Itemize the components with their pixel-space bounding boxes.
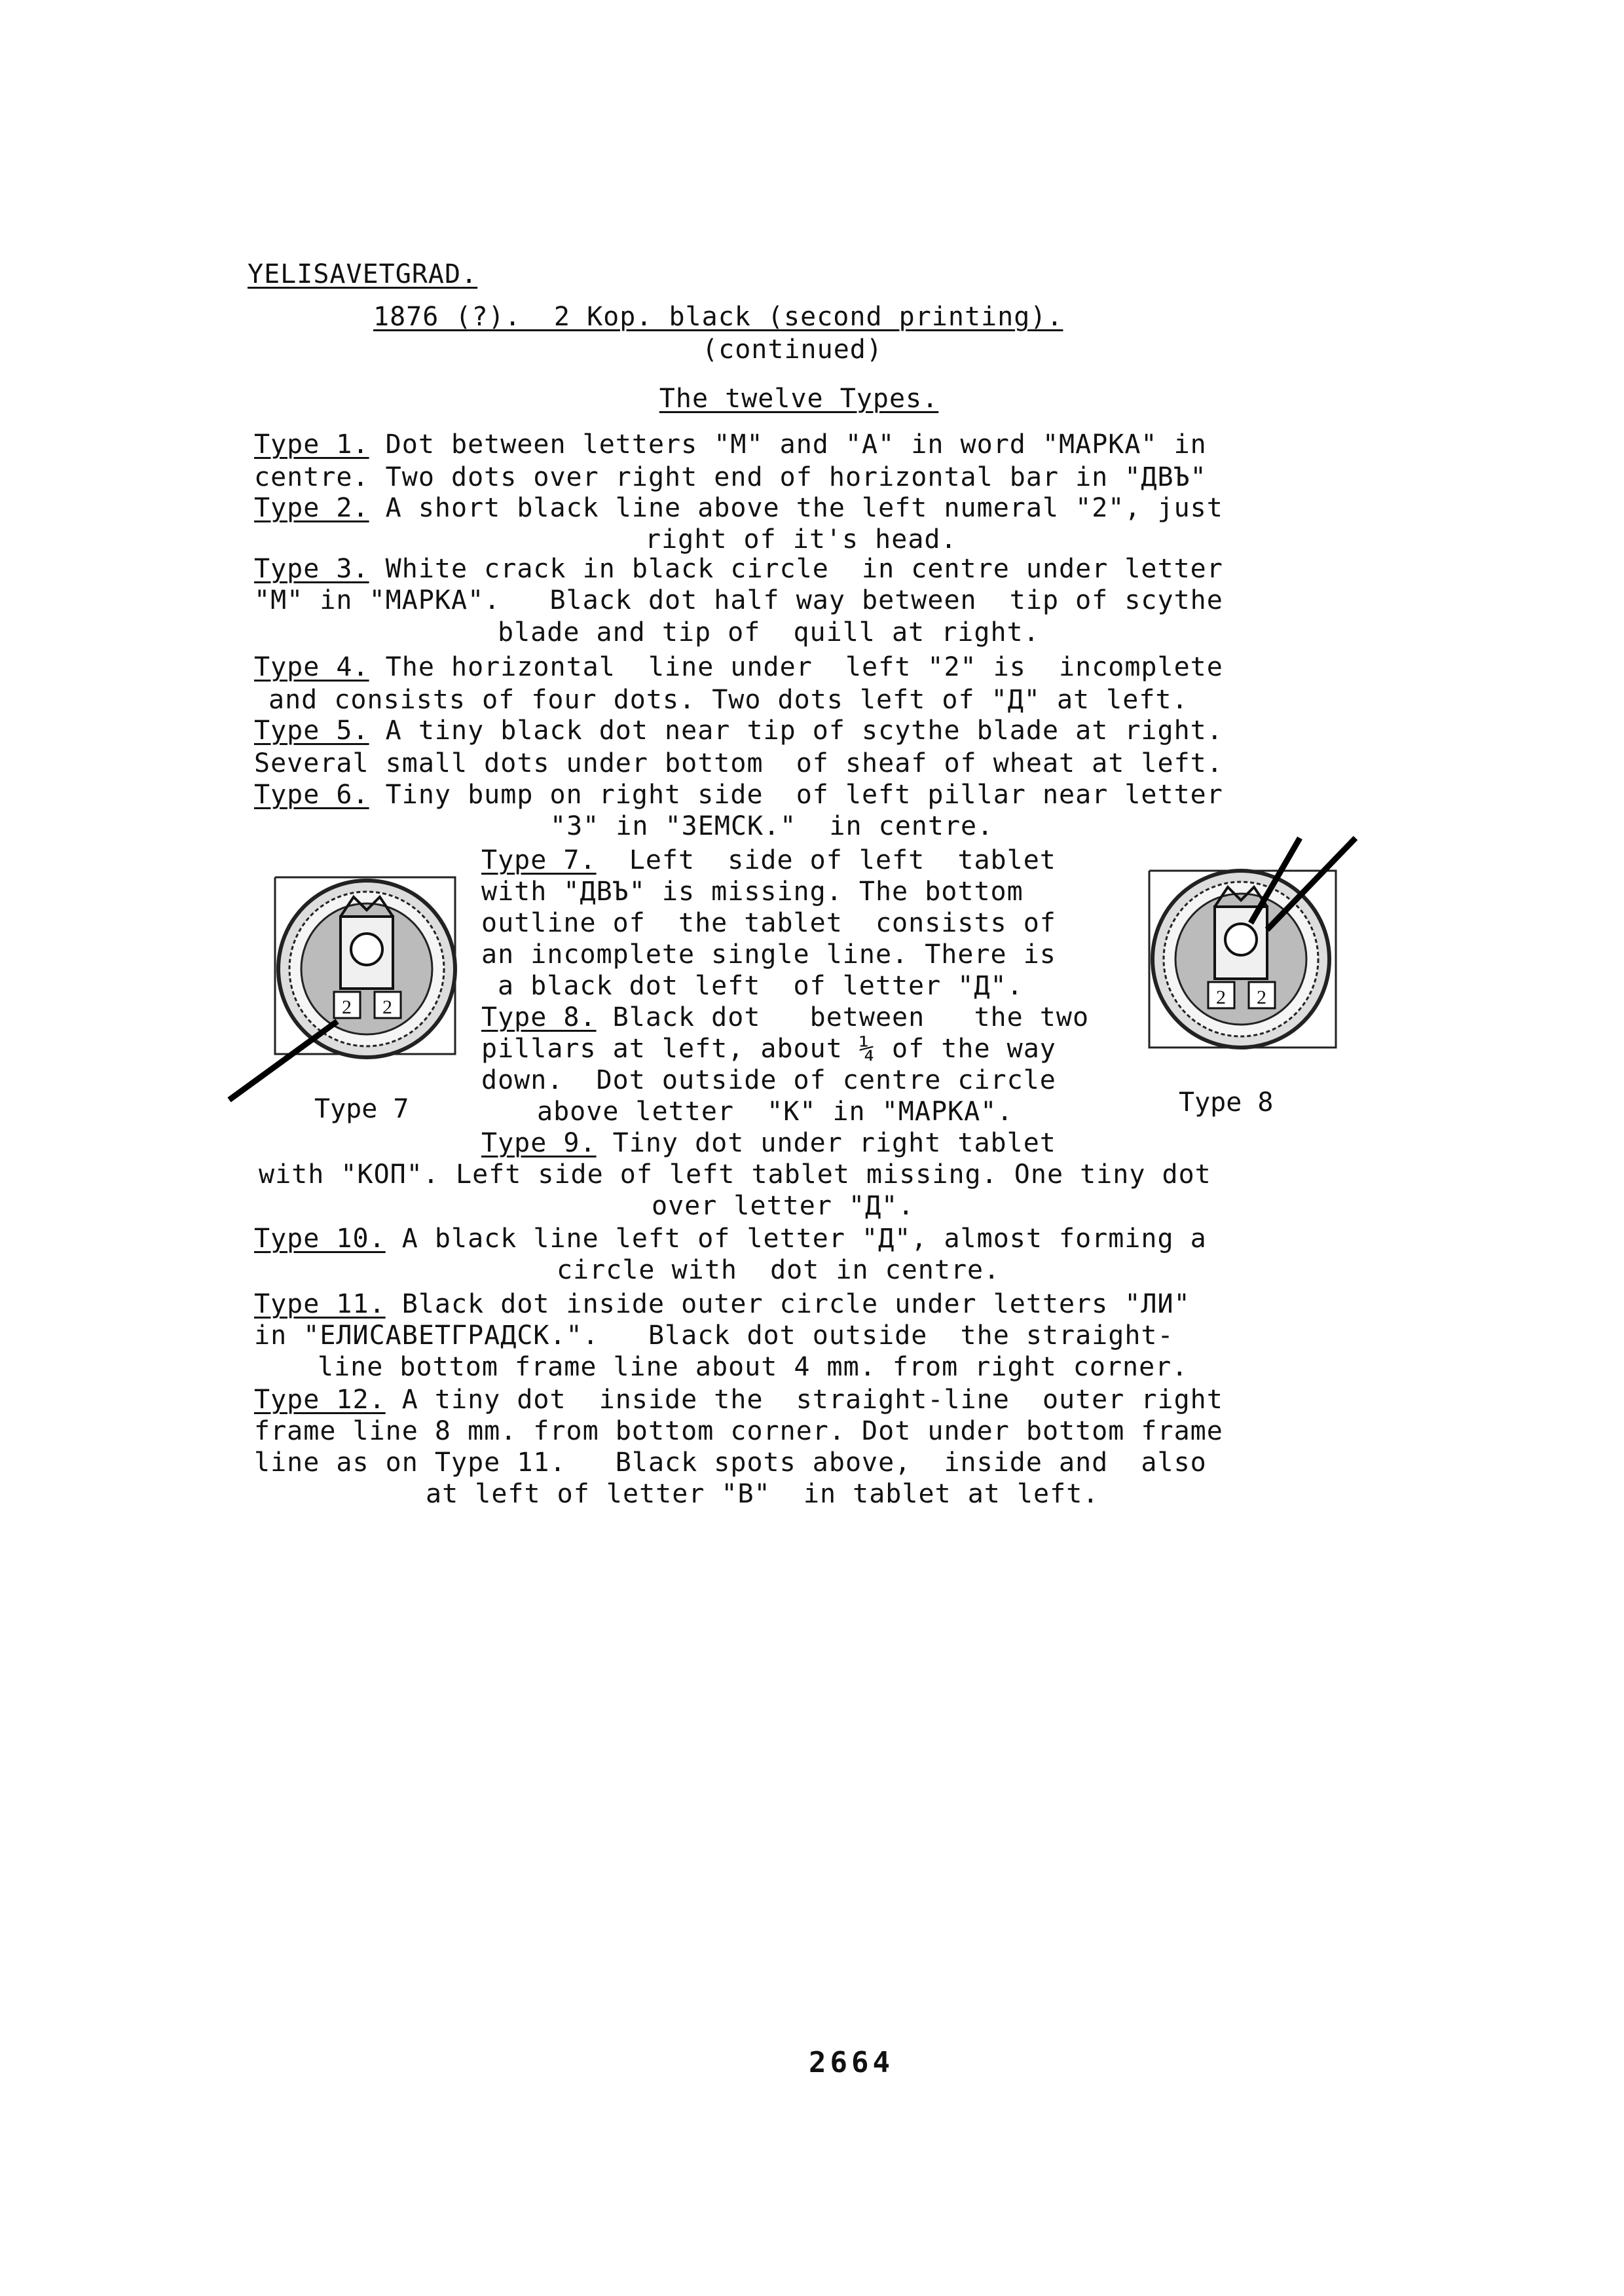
stamp-illustration-type-8 xyxy=(1139,831,1375,1074)
page-number: 2664 xyxy=(809,2046,894,2079)
type-10-line-1 xyxy=(254,1223,1207,1254)
type-7-label: Type 7. xyxy=(481,845,597,875)
type-3-label: Type 3. xyxy=(254,554,369,584)
type-12-line-1 xyxy=(254,1384,1223,1415)
type-9-line-2: with "KOП". Left side of left tablet missing. One tiny dot xyxy=(259,1159,1211,1190)
document-heading: YELISAVETGRAD. xyxy=(248,259,478,289)
stamp-left-tablet-numeral: 2 xyxy=(342,996,352,1018)
type-12-line-3: line as on Type 11. Black spots above, inside and also xyxy=(254,1448,1207,1478)
stamp-8-left-tablet-numeral: 2 xyxy=(1216,987,1226,1008)
continued-note: (continued) xyxy=(702,335,883,365)
type-3-line-3: blade and tip of quill at right. xyxy=(498,617,1040,647)
figure-caption-type-7: Type 7 xyxy=(314,1094,409,1124)
type-1-line-2: centre. Two dots over right end of horizontal bar in "ДВЪ" xyxy=(254,462,1207,492)
type-10-text-1: A black line left of letter "Д", almost forming a xyxy=(385,1224,1207,1254)
type-2-line-2: right of it's head. xyxy=(645,524,957,555)
type-5-label: Type 5. xyxy=(254,716,369,746)
type-8-label: Type 8. xyxy=(481,1002,597,1032)
type-6-text-1: Tiny bump on right side of left pillar near letter xyxy=(369,780,1223,810)
type-9-label: Type 9. xyxy=(481,1128,597,1158)
type-8-text-1: Black dot between the two xyxy=(596,1002,1090,1032)
type-12-line-4: at left of letter "B" in tablet at left. xyxy=(426,1479,1099,1509)
type-6-line-1 xyxy=(254,779,1223,811)
type-11-line-1 xyxy=(254,1288,1190,1320)
stamp-issue-subheading: 1876 (?). 2 Kop. black (second printing). xyxy=(373,302,1063,332)
type-9-line-3: over letter "Д". xyxy=(652,1191,915,1221)
type-6-label: Type 6. xyxy=(254,780,369,810)
type-7-line-2: with "ДВЪ" is missing. The bottom xyxy=(481,877,1024,907)
type-12-label: Type 12. xyxy=(254,1385,386,1415)
type-12-line-2: frame line 8 mm. from bottom corner. Dot under bottom frame xyxy=(254,1416,1223,1446)
type-10-label: Type 10. xyxy=(254,1224,386,1254)
type-2-line-1 xyxy=(254,492,1223,524)
type-1-line-1 xyxy=(254,429,1207,460)
type-2-label: Type 2. xyxy=(254,493,369,523)
type-5-line-1 xyxy=(254,715,1223,746)
type-11-line-3: line bottom frame line about 4 mm. from right corner. xyxy=(318,1352,1189,1382)
type-4-line-1 xyxy=(254,651,1223,683)
type-6-line-2: "3" in "3EMCK." in centre. xyxy=(550,811,994,841)
type-7-text-1: Left side of left tablet xyxy=(596,845,1056,875)
type-4-text-1: The horizontal line under left "2" is incomplete xyxy=(369,652,1223,682)
type-2-text-1: A short black line above the left numeral "2", just xyxy=(369,493,1223,523)
type-7-line-4: an incomplete single line. There is xyxy=(481,939,1056,970)
type-1-text-1: Dot between letters "M" and "A" in word "MAPKA" in xyxy=(369,429,1207,460)
type-9-text-1: Tiny dot under right tablet xyxy=(596,1128,1056,1158)
type-11-line-2: in "ЕЛИСАВЕТГРАДСК.". Black dot outside the straight- xyxy=(254,1321,1174,1351)
type-7-line-5: a black dot left of letter "Д". xyxy=(498,971,1024,1001)
type-7-line-1 xyxy=(481,845,1056,876)
type-5-text-1: A tiny black dot near tip of scythe blade at right. xyxy=(369,716,1223,746)
stamp-illustration-type-7 xyxy=(223,864,485,1113)
type-3-line-2: "M" in "MAPKA". Black dot half way between tip of scythe xyxy=(254,585,1223,615)
type-7-line-3: outline of the tablet consists of xyxy=(481,908,1056,938)
type-8-line-4: above letter "K" in "MAPKA". xyxy=(537,1097,1014,1127)
type-3-text-1: White crack in black circle in centre under letter xyxy=(369,554,1223,584)
type-8-line-2: pillars at left, about ¼ of the way xyxy=(481,1034,1056,1064)
type-8-line-1 xyxy=(481,1002,1089,1033)
type-11-label: Type 11. xyxy=(254,1289,386,1319)
type-8-line-3: down. Dot outside of centre circle xyxy=(481,1065,1056,1095)
type-9-line-1 xyxy=(481,1127,1056,1159)
figure-caption-type-8: Type 8 xyxy=(1179,1087,1274,1118)
type-11-text-1: Black dot inside outer circle under letters "ЛИ" xyxy=(385,1289,1190,1319)
type-3-line-1 xyxy=(254,553,1223,585)
type-5-line-2: Several small dots under bottom of sheaf of wheat at left. xyxy=(254,748,1223,778)
section-title: The twelve Types. xyxy=(659,384,939,414)
stamp-8-right-tablet-numeral: 2 xyxy=(1257,987,1266,1008)
stamp-right-tablet-numeral: 2 xyxy=(382,996,392,1018)
type-10-line-2: circle with dot in centre. xyxy=(557,1255,1001,1285)
type-4-label: Type 4. xyxy=(254,652,369,682)
type-4-line-2: and consists of four dots. Two dots left of "Д" at left. xyxy=(268,685,1189,715)
type-12-text-1: A tiny dot inside the straight-line outer right xyxy=(385,1385,1223,1415)
type-1-label: Type 1. xyxy=(254,429,369,460)
